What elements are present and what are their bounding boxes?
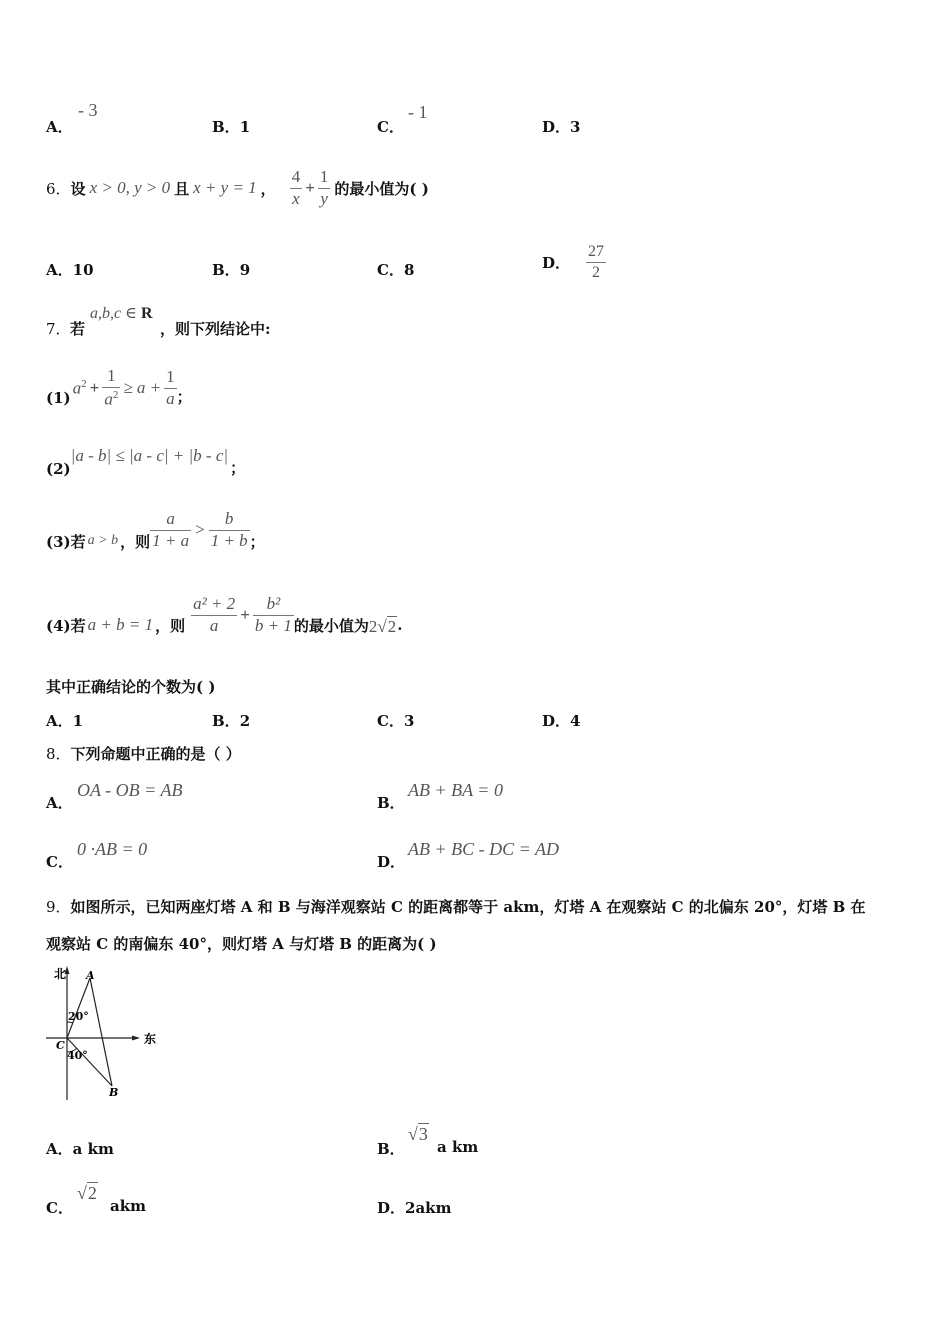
q7-s4-min-value: 2√2 — [368, 617, 397, 636]
q5-option-a-value: - 3 — [78, 100, 98, 120]
east-label: 东 — [144, 1032, 156, 1046]
q6-tail: 的最小值为( ) — [334, 179, 429, 198]
q9-stem-line-2: 观察站 C 的南偏东 40°，则灯塔 A 与灯塔 B 的距离为( ) — [46, 935, 437, 953]
q7-option-c[interactable]: C．3 — [377, 712, 415, 730]
q7-s3-fraction-2: $\frac{b}{1 + b}$ — [210, 508, 248, 550]
segment-cb — [67, 1038, 112, 1086]
q6-condition-1: x > 0, y > 0 — [89, 178, 171, 197]
q7-s1-fraction-1: $\frac{1}{a^2}$ — [104, 365, 119, 409]
q7-s3-condition: a > b — [87, 533, 119, 548]
q7-statement-2: (2) |a - b| ≤ |a - c| + |b - c| ； — [46, 446, 246, 478]
q5-option-d[interactable]: D．3 — [542, 118, 581, 136]
q7-s3-fraction-1: $\frac{a}{1 + a}$ — [152, 508, 190, 550]
q9-option-d[interactable]: D．2akm — [377, 1199, 452, 1217]
q7-condition: a,b,c ∈ R — [90, 305, 153, 322]
q6-option-b[interactable]: B．9 — [212, 261, 251, 279]
q6-condition-2: x + y = 1 — [193, 178, 257, 197]
angle-40-label: 40° — [67, 1049, 88, 1062]
north-label: 北 — [53, 967, 67, 981]
q6-option-c[interactable]: C．8 — [377, 261, 415, 279]
point-c-label: C — [56, 1039, 65, 1052]
segment-ca — [67, 978, 90, 1038]
q6-stem: 6． 设 x > 0, y > 0 且 x + y = 1 ， $\frac{4}{x}$ + $\frac{1}{y}$ 的最小值为( ) — [46, 166, 429, 208]
q9-option-a[interactable]: A．a km — [46, 1140, 114, 1158]
q9-number: 9． — [46, 898, 71, 916]
q6-option-d-fraction: $\frac{27}{2}$ — [588, 243, 605, 281]
q7-s4-condition: a + b = 1 — [87, 615, 154, 634]
q6-fraction-1: $\frac{4}{x}$ — [291, 166, 301, 208]
q7-s4-fraction-1: $\frac{\text{a² + 2}}{a}$ — [193, 593, 236, 635]
q7-question: 其中正确结论的个数为( ) — [46, 678, 216, 696]
q5-option-c[interactable]: C． — [377, 118, 404, 136]
q7-tail: ，则下列结论中: — [160, 320, 271, 338]
q7-number: 7． — [46, 320, 71, 338]
q7-statement-4: (4)若 a + b = 1 ，则 $\frac{\text{a² + 2}}{a}$ + $\frac{\text{b²}}{b + 1}$ 的最小值为 2√2 . — [46, 593, 403, 636]
east-arrow-icon — [132, 1036, 140, 1041]
q7-statement-3: (3)若 a > b ，则 $\frac{a}{1 + a}$ > $\frac{b}{1 + b}$ ； — [46, 508, 265, 551]
q7-option-d[interactable]: D．4 — [542, 712, 581, 730]
segment-ab — [90, 978, 112, 1086]
q8-stem: 8．下列命题中正确的是（ ） — [46, 745, 241, 763]
q6-fraction-2: $\frac{1}{y}$ — [319, 166, 329, 208]
q6-option-d[interactable]: D． $\frac{27}{2}$ — [542, 243, 605, 281]
q7-s1-fraction-2: $\frac{1}{a}$ — [166, 366, 175, 408]
point-a-label: A — [86, 969, 95, 982]
q6-number: 6． — [46, 179, 71, 198]
q5-option-b[interactable]: B．1 — [212, 118, 251, 136]
point-b-label: B — [109, 1086, 119, 1099]
q9-stem-line-1: 9．如图所示，已知两座灯塔 A 和 B 与海洋观察站 C 的距离都等于 akm，灯塔 A 在观察站 C 的北偏东 20°，灯塔 B 在 — [46, 898, 866, 916]
q7-s2-expression: |a - b| ≤ |a - c| + |b - c| — [70, 446, 229, 465]
q7-option-b[interactable]: B．2 — [212, 712, 251, 730]
q5-option-c-value: - 1 — [408, 102, 428, 122]
q8-number: 8． — [46, 745, 71, 763]
q7-s4-fraction-2: $\frac{\text{b²}}{b + 1}$ — [254, 593, 292, 635]
q9-figure — [40, 962, 156, 1102]
angle-20-label: 20° — [68, 1010, 89, 1023]
q7-statement-1: (1) $a^2$ + $\frac{1}{a^2}$ ≥ a + $\frac{1}{a}$ ； — [46, 365, 192, 409]
q7-option-a[interactable]: A．1 — [46, 712, 84, 730]
q5-option-a[interactable]: A． — [46, 118, 73, 136]
q6-option-a[interactable]: A．10 — [46, 261, 94, 279]
